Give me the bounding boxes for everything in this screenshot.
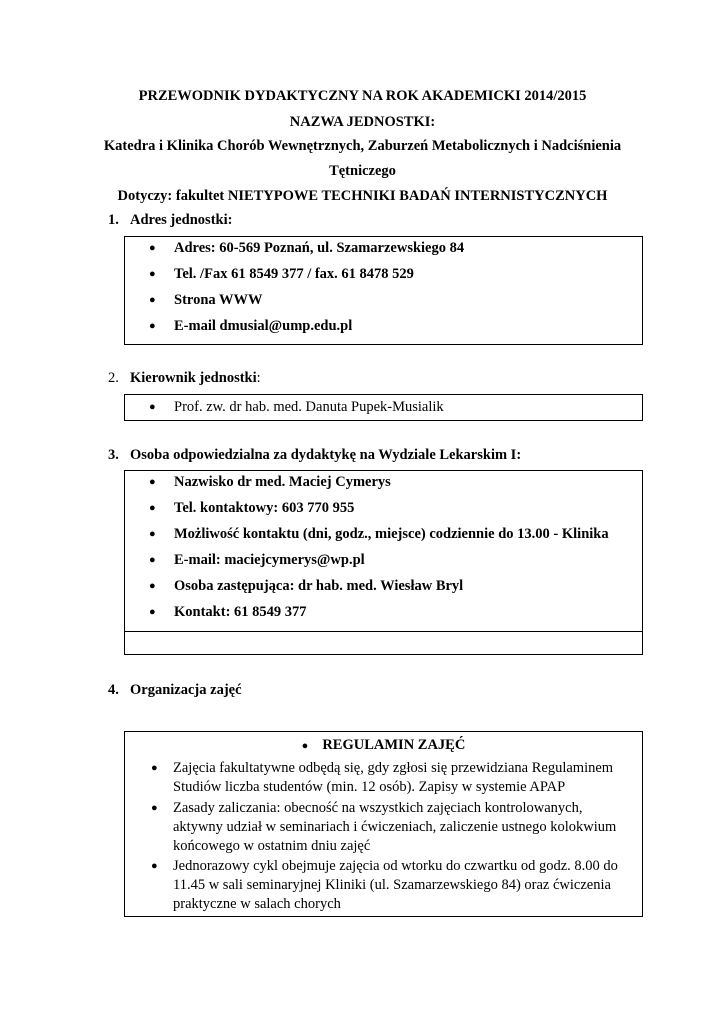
document-title: PRZEWODNIK DYDAKTYCZNY NA ROK AKADEMICKI 2014/2015 (138, 88, 587, 104)
substitute-contact: Kontakt: 61 8549 377 (174, 604, 307, 620)
rule-line: Jednorazowy cykl obejmuje zajęcia od wtorku do czwartku od godz. 8.00 do (173, 858, 618, 874)
box-divider (125, 631, 642, 632)
coordinator-name: Nazwisko dr med. Maciej Cymerys (174, 474, 391, 490)
rule-line: końcowego w ostatnim dniu zajęć (173, 838, 371, 854)
rule-line: aktywny udział w seminariach i ćwiczeniach, zaliczenie ustnego kolokwium (173, 819, 617, 835)
substitute-person: Osoba zastępująca: dr hab. med. Wiesław Bryl (174, 578, 464, 594)
head-of-unit-name: Prof. zw. dr hab. med. Danuta Pupek-Musialik (174, 399, 444, 415)
bullet-icon: ● (151, 860, 158, 872)
section-1-number: 1. (108, 212, 119, 228)
section-2-title: Kierownik jednostki (130, 370, 257, 386)
bullet-icon: ● (149, 528, 156, 540)
rule-line: Zajęcia fakultatywne odbędą się, gdy zgłosi się przewidziana Regulaminem (173, 760, 614, 776)
address-box (124, 236, 643, 345)
bullet-icon: ● (149, 554, 156, 566)
bullet-icon: ● (149, 606, 156, 618)
teaching-coordinator-box (124, 470, 643, 655)
section-2-heading (108, 370, 261, 387)
section-1-heading (108, 212, 232, 229)
unit-name-line1: Katedra i Klinika Chorób Wewnętrznych, Zaburzeń Metabolicznych i Nadciśnienia (103, 138, 622, 154)
list-item (151, 759, 643, 797)
bullet-icon: ● (149, 401, 156, 413)
rule-line: Zasady zaliczania: obecność na wszystkich zajęciach kontrolowanych, (173, 800, 583, 816)
bullet-icon: ● (301, 740, 309, 752)
bullet-icon: ● (149, 320, 156, 332)
unit-name-line2: Tętniczego (329, 163, 396, 179)
section-3-title: Osoba odpowiedzialna za dydaktykę na Wydziale Lekarskim I: (130, 447, 522, 463)
section-4-number: 4. (108, 682, 119, 698)
section-4-title-initial: O (130, 682, 142, 698)
regulations-box (124, 731, 643, 917)
bullet-icon: ● (149, 294, 156, 306)
coordinator-phone: Tel. kontaktowy: 603 770 955 (174, 500, 355, 516)
head-of-unit-box (124, 394, 643, 421)
section-2-number: 2. (108, 370, 119, 386)
coordinator-email: E-mail: maciejcymerys@wp.pl (174, 552, 365, 568)
bullet-icon: ● (149, 476, 156, 488)
unit-name-label: NAZWA JEDNOSTKI: (289, 114, 436, 130)
section-1-title: Adres jednostki: (130, 212, 233, 228)
section-3-heading (108, 447, 521, 464)
list-item (151, 857, 643, 914)
list-item (151, 799, 643, 856)
rule-line: praktyczne w salach chorych (173, 896, 341, 912)
section-2-colon: : (256, 370, 261, 386)
email-line: E-mail dmusial@ump.edu.pl (174, 318, 353, 334)
bullet-icon: ● (149, 580, 156, 592)
regulations-title: REGULAMIN ZAJĘĆ (322, 737, 466, 753)
website-line: Strona WWW (174, 292, 263, 308)
bullet-icon: ● (149, 242, 156, 254)
section-4-heading (108, 682, 242, 699)
regulations-title-row (125, 735, 642, 756)
section-4-title: rganizacja zajęć (141, 682, 242, 698)
rule-line: Studiów liczba studentów (min. 12 osób). Zapisy w systemie APAP (173, 779, 566, 795)
contact-hours: Możliwość kontaktu (dni, godz., miejsce) codziennie do 13.00 - Klinika (174, 526, 609, 542)
address-line: Adres: 60-569 Poznań, ul. Szamarzewskiego 84 (174, 240, 465, 256)
section-3-number: 3. (108, 447, 119, 463)
bullet-icon: ● (151, 762, 158, 774)
bullet-icon: ● (149, 502, 156, 514)
bullet-icon: ● (149, 268, 156, 280)
bullet-icon: ● (151, 802, 158, 814)
course-subject: Dotyczy: fakultet NIETYPOWE TECHNIKI BADAŃ INTERNISTYCZNYCH (117, 188, 608, 204)
rule-line: 11.45 w sali seminaryjnej Kliniki (ul. Szamarzewskiego 84) oraz ćwiczenia (173, 877, 611, 893)
phone-fax-line: Tel. /Fax 61 8549 377 / fax. 61 8478 529 (174, 266, 414, 282)
